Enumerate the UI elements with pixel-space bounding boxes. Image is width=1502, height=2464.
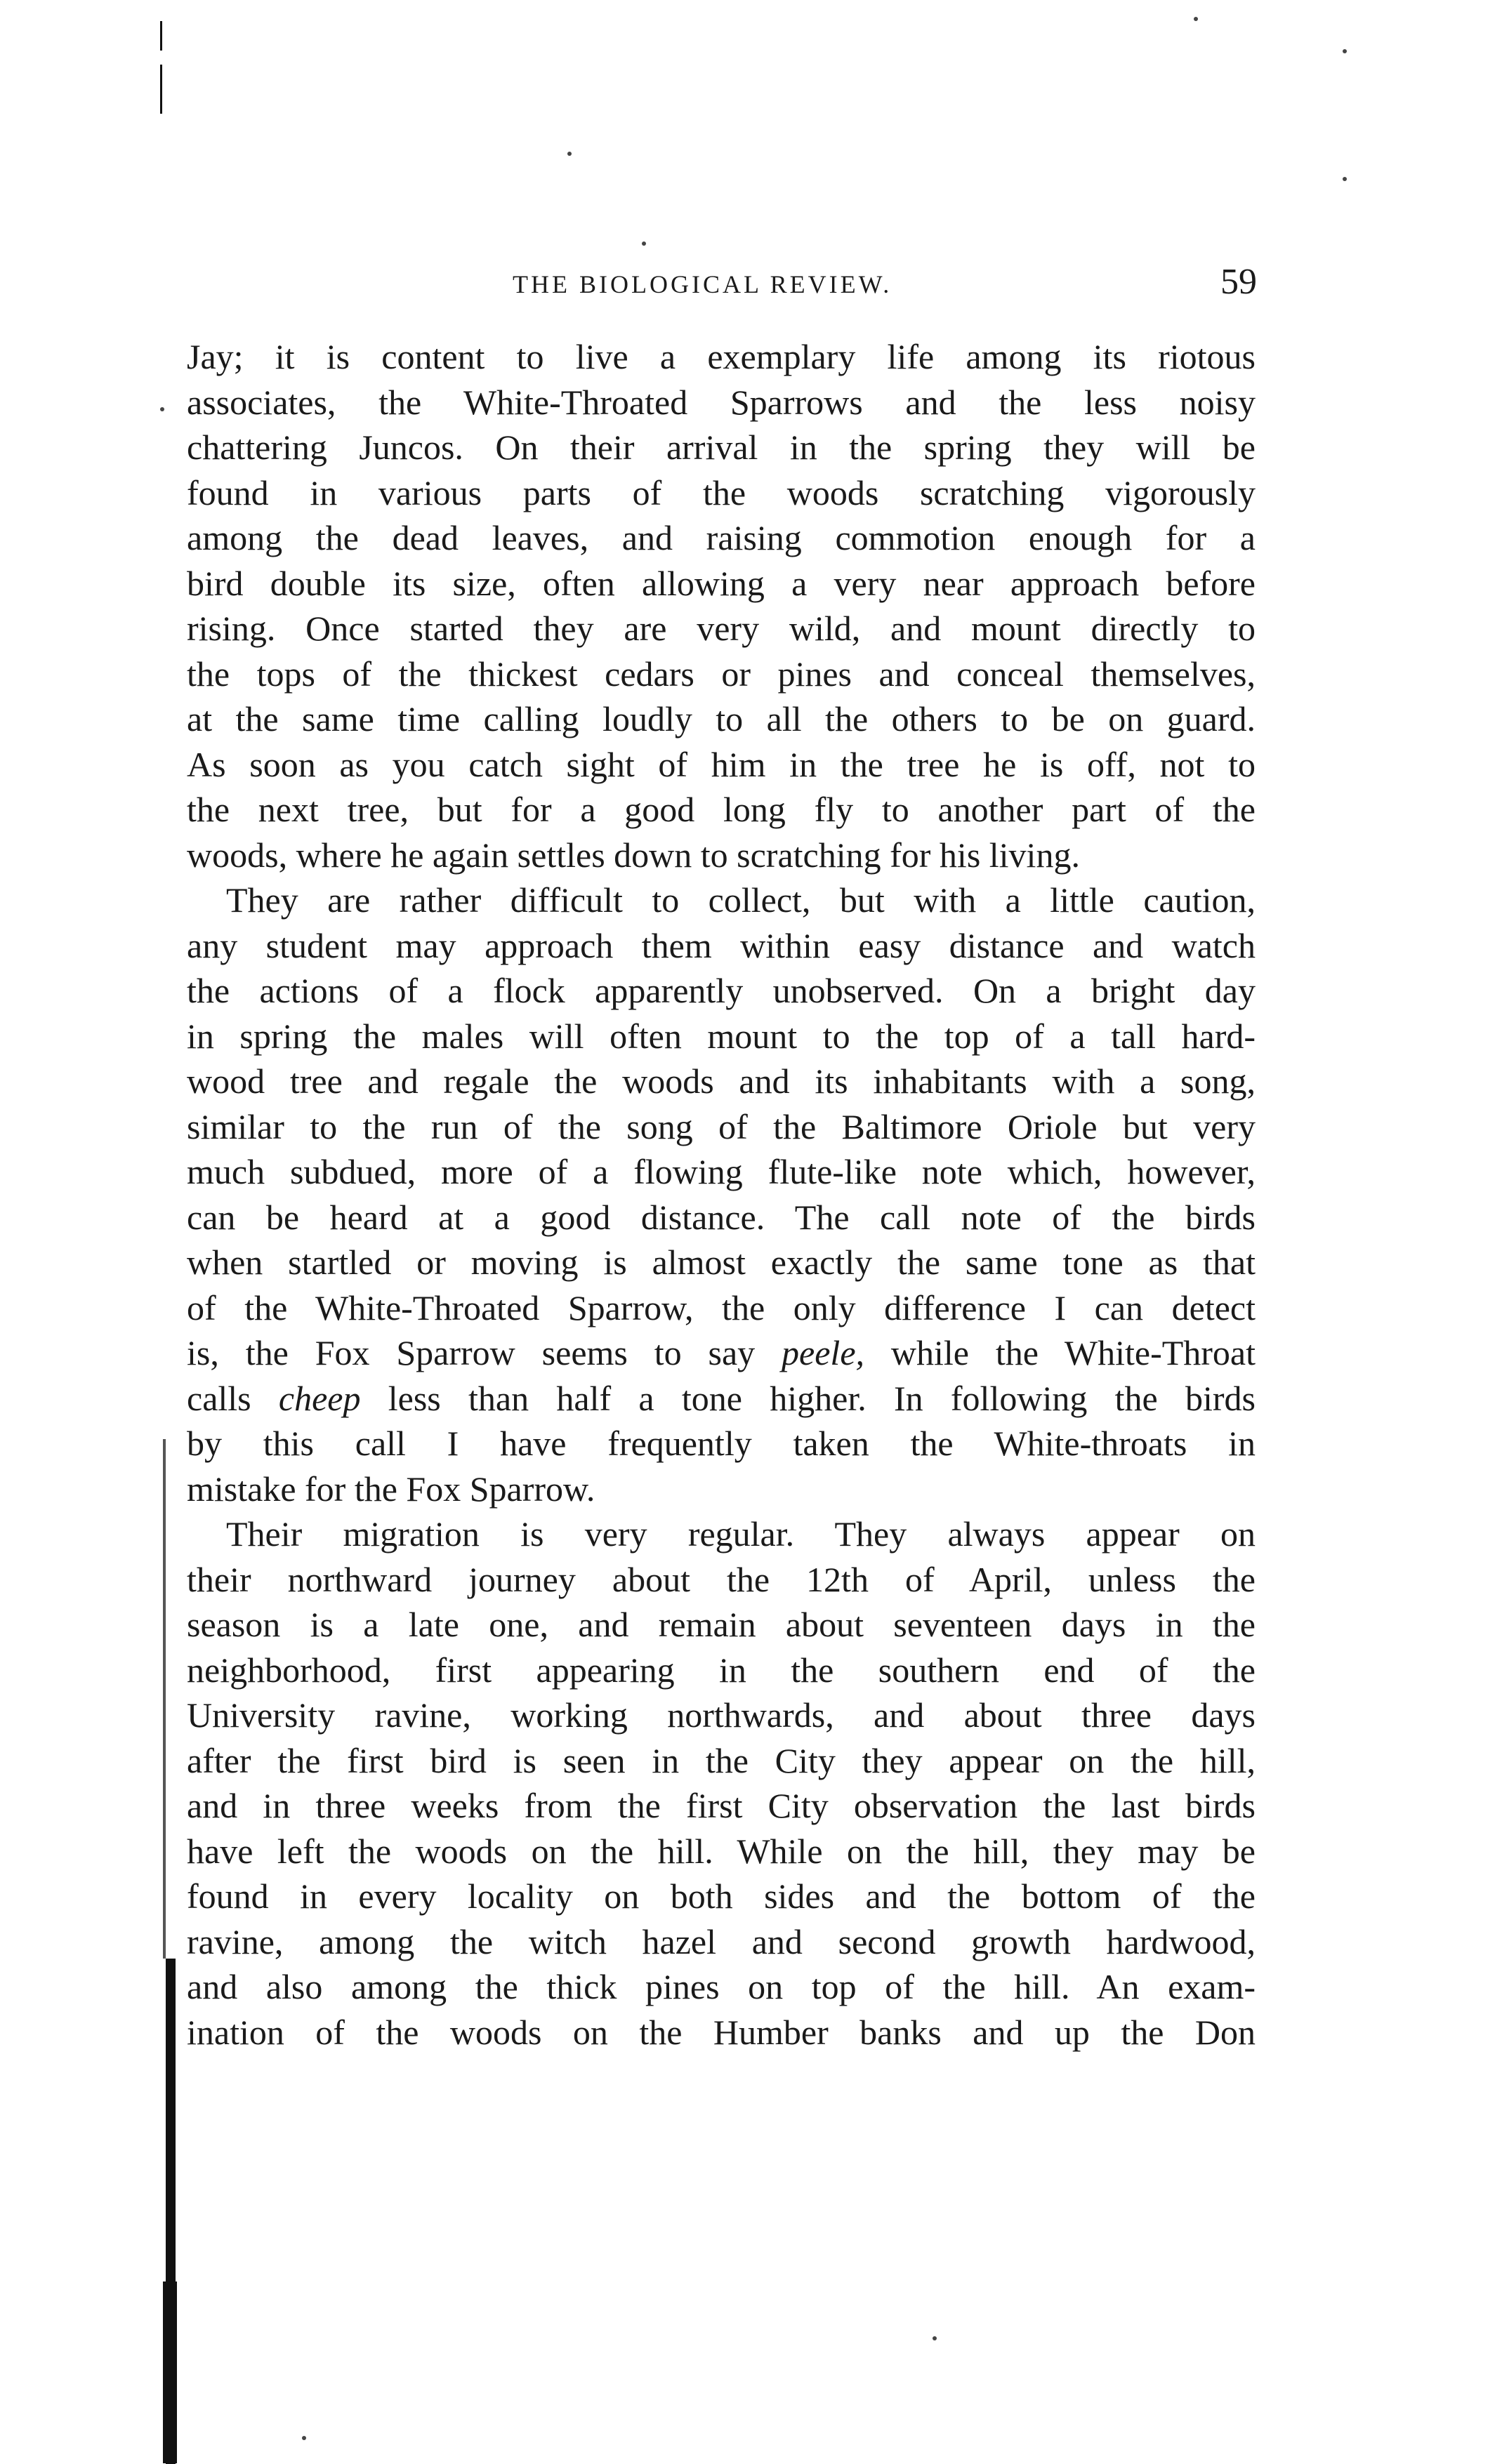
text-line: the next tree, but for a good long fly to another part of the — [187, 790, 1256, 829]
scan-edge-mark — [163, 2281, 177, 2463]
text-line: associates, the White-Throated Sparrows and the less noisy — [187, 382, 1256, 422]
line-segment: calls — [187, 1378, 279, 1418]
paragraph-start-line: They are rather difficult to collect, but with a little caution, — [226, 880, 1256, 920]
text-line-with-call — [187, 1376, 1256, 1422]
text-line: can be heard at a good distance. The call note of the birds — [187, 1197, 1256, 1237]
text-line: have left the woods on the hill. While on the hill, they may be — [187, 1831, 1256, 1871]
text-line: by this call I have frequently taken the White-throats in — [187, 1424, 1256, 1463]
text-line: similar to the run of the song of the Baltimore Oriole but very — [187, 1106, 1256, 1146]
scan-speck — [642, 241, 646, 246]
text-line: in spring the males will often mount to the top of a tall hard- — [187, 1016, 1256, 1056]
body-text — [187, 334, 1256, 2055]
text-line: and in three weeks from the first City observation the last birds — [187, 1786, 1256, 1825]
scan-speck — [1343, 177, 1347, 181]
scan-speck — [567, 152, 572, 156]
text-line: chattering Juncos. On their arrival in the spring they will be — [187, 428, 1256, 467]
text-line: among the dead leaves, and raising commotion enough for a — [187, 518, 1256, 557]
line-segment: less than half a tone higher. In following the birds — [360, 1378, 1256, 1418]
running-title: THE BIOLOGICAL REVIEW. — [513, 270, 892, 298]
text-line: at the same time calling loudly to all the others to be on guard. — [187, 699, 1256, 738]
text-line: woods, where he again settles down to scratching for his living. — [187, 835, 1080, 875]
running-head — [190, 261, 1257, 317]
text-line: their northward journey about the 12th of April, unless the — [187, 1559, 1256, 1599]
text-line: season is a late one, and remain about seventeen days in the — [187, 1605, 1256, 1644]
text-line: when startled or moving is almost exactly the same tone as that — [187, 1243, 1256, 1282]
text-line: of the White-Throated Sparrow, the only difference I can detect — [187, 1287, 1256, 1327]
text-line: found in every locality on both sides and the bottom of the — [187, 1876, 1256, 1916]
text-line: ination of the woods on the Humber banks and up the Don — [187, 2012, 1256, 2052]
page-number: 59 — [1220, 262, 1257, 302]
text-line: the actions of a flock apparently unobserved. On a bright day — [187, 971, 1256, 1010]
scan-edge-mark — [160, 65, 162, 114]
text-line: As soon as you catch sight of him in the tree he is off, not to — [187, 744, 1256, 784]
call-word: peele, — [782, 1333, 865, 1372]
text-line: much subdued, more of a flowing flute-like note which, however, — [187, 1152, 1256, 1191]
text-line: rising. Once started they are very wild, and mount directly to — [187, 609, 1256, 648]
text-line: bird double its size, often allowing a very near approach before — [187, 563, 1256, 603]
text-line: neighborhood, first appearing in the southern end of the — [187, 1650, 1256, 1690]
scan-edge-mark — [163, 1439, 166, 1959]
scan-speck — [302, 2436, 306, 2440]
text-line: and also among the thick pines on top of the hill. An exam- — [187, 1967, 1256, 2006]
text-line: after the first bird is seen in the City they appear on the hill, — [187, 1740, 1256, 1780]
text-line: University ravine, working northwards, and about three days — [187, 1695, 1256, 1735]
paragraph-start-line: Their migration is very regular. They always appear on — [226, 1514, 1256, 1554]
line-segment: while the White-Throat — [864, 1333, 1256, 1372]
scan-speck — [1343, 49, 1347, 53]
scan-edge-mark — [160, 21, 162, 51]
text-line: found in various parts of the woods scratching vigorously — [187, 472, 1256, 512]
text-line: mistake for the Fox Sparrow. — [187, 1469, 595, 1509]
text-line: any student may approach them within easy distance and watch — [187, 925, 1256, 965]
scan-speck — [160, 407, 164, 411]
text-line: wood tree and regale the woods and its inhabitants with a song, — [187, 1061, 1256, 1101]
line-segment: is, the Fox Sparrow seems to say — [187, 1333, 782, 1372]
text-line-with-call — [187, 1330, 1256, 1376]
text-line: the tops of the thickest cedars or pines and conceal themselves, — [187, 654, 1256, 694]
call-word: cheep — [278, 1378, 361, 1418]
scan-speck — [1194, 17, 1198, 21]
text-line: Jay; it is content to live a exemplary life among its riotous — [187, 337, 1256, 376]
scan-speck — [933, 2336, 937, 2340]
text-line: ravine, among the witch hazel and second growth hardwood, — [187, 1921, 1256, 1961]
